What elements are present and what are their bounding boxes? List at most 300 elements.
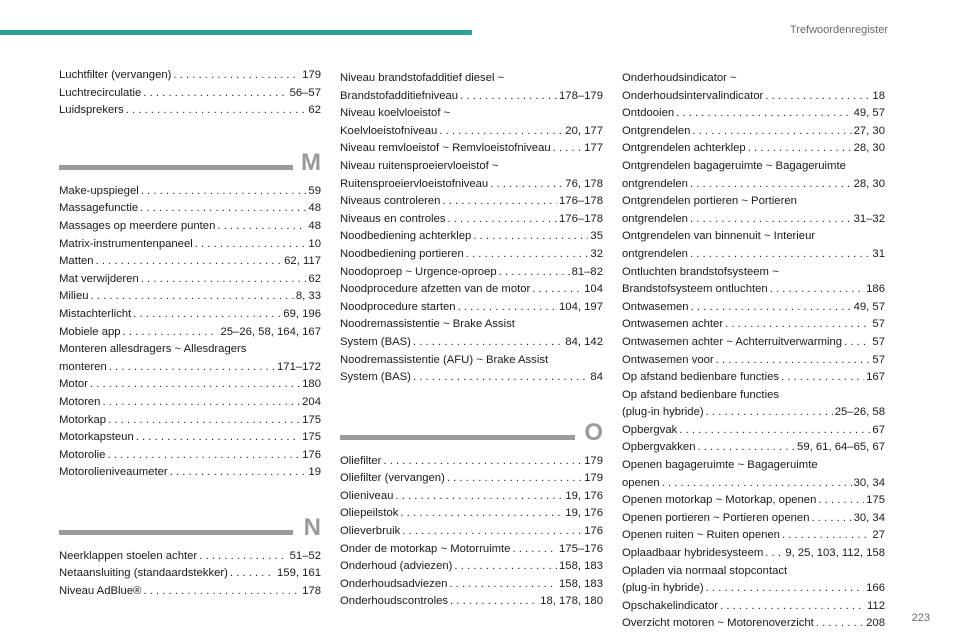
index-entry	[622, 352, 885, 370]
index-entry	[622, 615, 885, 633]
index-pages: 204	[302, 395, 321, 408]
index-term: Niveaus controleren	[340, 195, 441, 208]
dot-leader	[141, 271, 307, 289]
dot-leader	[109, 359, 275, 377]
index-entry-line1: Niveau koelvloeistof ~	[340, 107, 451, 120]
index-term: ontgrendelen	[622, 212, 688, 225]
letter-label: O	[584, 418, 603, 446]
dot-leader	[133, 306, 281, 324]
index-entry	[59, 288, 321, 306]
dot-leader	[466, 246, 589, 264]
index-entry	[622, 88, 885, 106]
dot-leader	[676, 105, 851, 123]
index-entry	[59, 102, 321, 120]
index-entry-line1: Ontgrendelen portieren ~ Portieren	[622, 195, 797, 208]
index-pages: 104, 197	[559, 300, 603, 313]
index-entry	[340, 470, 603, 488]
index-pages: 62, 117	[284, 255, 321, 268]
index-pages: 62	[308, 104, 321, 117]
index-term: Brandstofsysteem ontluchten	[622, 283, 768, 296]
index-term: Opbergvakken	[622, 441, 696, 454]
index-pages: 19, 176	[565, 489, 603, 502]
dot-leader	[706, 580, 865, 598]
index-entry	[59, 67, 321, 85]
index-pages: 81–82	[571, 265, 603, 278]
dot-leader	[690, 246, 870, 264]
index-entry	[59, 324, 321, 342]
index-term: Onderhoudsadviezen	[340, 577, 448, 590]
index-entry	[622, 316, 885, 334]
letter-label: N	[303, 513, 321, 541]
index-term: System (BAS)	[340, 335, 411, 348]
dot-leader	[439, 123, 563, 141]
index-term: Niveaus en controles	[340, 212, 446, 225]
dot-leader	[448, 211, 558, 229]
dot-leader	[454, 558, 557, 576]
index-pages: 32	[590, 247, 603, 260]
index-term: openen	[622, 476, 660, 489]
dot-leader	[108, 412, 300, 430]
index-pages: 158, 183	[559, 577, 603, 590]
index-pages: 28, 30	[853, 177, 885, 190]
index-term: Ontdooien	[622, 107, 675, 120]
index-term: Neerklappen stoelen achter	[59, 549, 198, 562]
index-pages: 177	[584, 142, 603, 155]
index-entry	[59, 236, 321, 254]
index-pages: 179	[584, 454, 603, 467]
index-pages: 56–57	[289, 86, 321, 99]
dot-leader	[400, 505, 563, 523]
index-entry-line1: Openen bagageruimte ~ Bagageruimte	[622, 459, 818, 472]
index-entry-line1: Niveau ruitensproeiervloeistof ~	[340, 159, 499, 172]
dot-leader	[199, 548, 287, 566]
index-pages: 175	[302, 413, 321, 426]
index-column-2	[340, 70, 603, 611]
index-term: Koelvloeistofniveau	[340, 124, 438, 137]
index-entry	[59, 218, 321, 236]
index-term: Noodbediening achterklep	[340, 230, 472, 243]
index-entry	[340, 228, 603, 246]
dot-leader	[553, 140, 582, 158]
index-entry-line1: Ontluchten brandstofsysteem ~	[622, 265, 779, 278]
index-term: Ontwasemen achter	[622, 318, 724, 331]
index-term: Noodbediening portieren	[340, 247, 464, 260]
index-term: Ontgrendelen achterklep	[622, 142, 746, 155]
index-entry	[340, 453, 603, 471]
index-term: Brandstofadditiefniveau	[340, 89, 459, 102]
letter-rule	[340, 435, 575, 440]
index-entry	[340, 541, 603, 559]
index-term: Motorolie	[59, 448, 106, 461]
dot-leader	[126, 102, 307, 120]
index-term: Onder de motorkap ~ Motorruimte	[340, 542, 511, 555]
index-pages: 175–176	[559, 542, 603, 555]
dot-leader	[692, 123, 851, 141]
index-entry	[622, 439, 885, 457]
dot-leader	[143, 583, 300, 601]
index-term: monteren	[59, 360, 107, 373]
index-pages: 57	[872, 335, 885, 348]
index-term: ontgrendelen	[622, 177, 688, 190]
index-entry	[340, 211, 603, 229]
index-pages: 171–172	[277, 360, 321, 373]
index-entry	[59, 85, 321, 103]
dot-leader	[748, 140, 852, 158]
index-pages: 158, 183	[559, 560, 603, 573]
index-term: Opschakelindicator	[622, 599, 719, 612]
dot-leader	[460, 88, 557, 106]
dot-leader	[449, 576, 557, 594]
index-entry	[622, 475, 885, 493]
dot-leader	[818, 492, 864, 510]
dot-leader	[102, 394, 300, 412]
index-term: Netaansluiting (standaardstekker)	[59, 567, 228, 580]
dot-leader	[450, 593, 538, 611]
index-pages: 69, 196	[283, 307, 321, 320]
index-entry	[340, 369, 603, 387]
dot-leader	[532, 281, 582, 299]
index-pages: 176–178	[559, 195, 603, 208]
index-entry	[340, 281, 603, 299]
index-pages: 104	[584, 283, 603, 296]
dot-leader	[490, 176, 563, 194]
index-term: Oliefilter (vervangen)	[340, 472, 445, 485]
index-term: Noodprocedure afzetten van de motor	[340, 283, 531, 296]
index-entry	[340, 193, 603, 211]
index-entry	[340, 558, 603, 576]
index-entry	[622, 281, 885, 299]
index-entry-line1: Noodremassistentie (AFU) ~ Brake Assist	[340, 353, 549, 366]
index-entry	[340, 176, 603, 194]
index-entry	[622, 123, 885, 141]
index-entry	[340, 523, 603, 541]
index-pages: 57	[872, 318, 885, 331]
dot-leader	[91, 288, 294, 306]
index-entry	[622, 140, 885, 158]
letter-label: M	[301, 148, 321, 176]
index-entry	[340, 576, 603, 594]
index-pages: 159, 161	[277, 567, 321, 580]
dot-leader	[499, 264, 570, 282]
index-entry	[59, 359, 321, 377]
index-term: Motor	[59, 378, 88, 391]
index-pages: 27	[872, 529, 885, 542]
dot-leader	[90, 376, 300, 394]
page-number: 223	[911, 612, 930, 624]
index-entry	[340, 334, 603, 352]
dot-leader	[811, 510, 851, 528]
index-term: Oplaadbaar hybridesysteem	[622, 547, 764, 560]
index-pages: 18, 178, 180	[540, 595, 603, 608]
index-term: Oliefilter	[340, 454, 382, 467]
index-entry	[622, 211, 885, 229]
index-pages: 30, 34	[853, 476, 885, 489]
letter-heading-o	[340, 417, 603, 449]
dot-leader	[230, 565, 275, 583]
dot-leader	[217, 218, 306, 236]
index-term: Niveau AdBlue®	[59, 585, 142, 598]
index-term: Openen ruiten ~ Ruiten openen	[622, 529, 780, 542]
index-entry	[340, 246, 603, 264]
index-entry	[622, 527, 885, 545]
index-pages: 57	[872, 353, 885, 366]
index-term: Olieniveau	[340, 489, 394, 502]
index-entry	[622, 545, 885, 563]
index-pages: 67	[872, 423, 885, 436]
index-entry	[59, 394, 321, 412]
dot-leader	[136, 429, 300, 447]
index-pages: 48	[308, 219, 321, 232]
index-entry	[622, 404, 885, 422]
dot-leader	[402, 523, 582, 541]
index-term: Massagefunctie	[59, 202, 139, 215]
index-term: Onderhoud (adviezen)	[340, 560, 453, 573]
index-term: (plug-in hybride)	[622, 406, 704, 419]
index-entry-line1: Onderhoudsindicator ~	[622, 72, 737, 84]
index-term: Opbergvak	[622, 423, 678, 436]
index-entry	[622, 598, 885, 616]
letter-rule	[59, 165, 293, 170]
index-entry	[340, 264, 603, 282]
index-pages: 178	[302, 585, 321, 598]
dot-leader	[141, 183, 307, 201]
index-column-1	[59, 67, 321, 601]
index-pages: 76, 178	[565, 177, 603, 190]
index-entry	[340, 123, 603, 141]
index-pages: 62	[308, 272, 321, 285]
dot-leader	[781, 369, 864, 387]
dot-leader	[690, 176, 852, 194]
index-entry	[340, 88, 603, 106]
index-pages: 175	[866, 494, 885, 507]
index-pages: 84, 142	[565, 335, 603, 348]
index-pages: 49, 57	[853, 300, 885, 313]
dot-leader	[442, 193, 557, 211]
index-entry	[59, 429, 321, 447]
index-entry	[622, 176, 885, 194]
dot-leader	[383, 453, 582, 471]
dot-leader	[679, 422, 870, 440]
index-entry	[622, 105, 885, 123]
index-entry-line1: Niveau brandstofadditief diesel ~	[340, 72, 505, 84]
index-pages: 25–26, 58, 164, 167	[220, 325, 321, 338]
index-pages: 186	[866, 283, 885, 296]
index-entry	[622, 299, 885, 317]
index-term: Ontgrendelen	[622, 124, 691, 137]
index-pages: 18	[872, 89, 885, 102]
index-entry	[622, 246, 885, 264]
index-pages: 27, 30	[853, 124, 885, 137]
index-term: Openen portieren ~ Portieren openen	[622, 511, 810, 524]
dot-leader	[447, 470, 582, 488]
index-pages: 176	[302, 448, 321, 461]
index-term: Ontwasemen voor	[622, 353, 714, 366]
index-term: Motorolieniveaumeter	[59, 466, 168, 479]
index-entry	[622, 492, 885, 510]
index-entry	[59, 464, 321, 482]
index-entry	[340, 505, 603, 523]
index-column-3	[622, 70, 885, 633]
index-pages: 176	[584, 525, 603, 538]
index-term: Luchtfilter (vervangen)	[59, 69, 172, 81]
dot-leader	[395, 488, 563, 506]
index-pages: 28, 30	[853, 142, 885, 155]
index-entry	[622, 580, 885, 598]
index-term: Op afstand bedienbare functies	[622, 371, 780, 384]
dot-leader	[107, 447, 300, 465]
dot-leader	[140, 200, 306, 218]
dot-leader	[782, 527, 870, 545]
dot-leader	[413, 334, 563, 352]
index-entry-line1: Ontgrendelen bagageruimte ~ Bagageruimte	[622, 159, 846, 172]
index-entry-line1: Ontgrendelen van binnenuit ~ Interieur	[622, 230, 816, 243]
index-pages: 19, 176	[565, 507, 603, 520]
index-term: Mistachterlicht	[59, 307, 132, 320]
index-term: Motorkapsteun	[59, 431, 134, 444]
index-entry	[59, 306, 321, 324]
index-term: System (BAS)	[340, 371, 411, 384]
dot-leader	[720, 598, 865, 616]
index-entry	[340, 593, 603, 611]
index-term: ontgrendelen	[622, 247, 688, 260]
index-entry-line1: Opladen via normaal stopcontact	[622, 564, 788, 577]
index-pages: 175	[302, 431, 321, 444]
index-term: Onderhoudscontroles	[340, 595, 449, 608]
index-pages: 112	[866, 599, 885, 612]
index-pages: 25–26, 58	[834, 406, 885, 419]
dot-leader	[662, 475, 852, 493]
index-term: Olieverbruik	[340, 525, 401, 538]
index-term: Mobiele app	[59, 325, 121, 338]
dot-leader	[765, 88, 870, 106]
index-pages: 178–179	[559, 89, 603, 102]
index-pages: 35	[590, 230, 603, 243]
dot-leader	[706, 404, 833, 422]
index-entry	[340, 488, 603, 506]
dot-leader	[765, 545, 783, 563]
index-pages: 176–178	[559, 212, 603, 225]
index-term: Matten	[59, 255, 94, 268]
index-entry	[622, 369, 885, 387]
index-entry-line1: Noodremassistentie ~ Brake Assist	[340, 318, 515, 331]
index-term: Noodprocedure starten	[340, 300, 456, 313]
dot-leader	[725, 316, 870, 334]
index-pages: 8, 33	[295, 290, 321, 303]
index-pages: 19	[308, 466, 321, 479]
letter-heading-m	[59, 147, 321, 179]
index-pages: 31	[872, 247, 885, 260]
header-accent-bar	[0, 30, 472, 35]
index-pages: 167	[866, 371, 885, 384]
index-term: Mat verwijderen	[59, 272, 139, 285]
dot-leader	[473, 228, 588, 246]
index-pages: 180	[302, 378, 321, 391]
index-entry	[340, 140, 603, 158]
index-entry	[59, 200, 321, 218]
index-entry	[59, 548, 321, 566]
index-term: Matrix-instrumentenpaneel	[59, 237, 193, 250]
dot-leader	[143, 85, 287, 103]
index-entry	[622, 334, 885, 352]
index-term: Motoren	[59, 395, 101, 408]
index-pages: 30, 34	[853, 511, 885, 524]
section-title: Trefwoordenregister	[789, 24, 888, 36]
index-term: Oliepeilstok	[340, 507, 399, 520]
dot-leader	[123, 324, 219, 342]
index-term: Make-upspiegel	[59, 184, 139, 197]
index-pages: 10	[308, 237, 321, 250]
dot-leader	[691, 299, 852, 317]
dot-leader	[458, 299, 557, 317]
index-term: Onderhoudsintervalindicator	[622, 89, 764, 102]
index-pages: 20, 177	[565, 124, 603, 137]
index-entry	[59, 412, 321, 430]
index-term: Niveau remvloeistof ~ Remvloeistofniveau	[340, 142, 551, 155]
dot-leader	[816, 615, 864, 633]
index-term: Overzicht motoren ~ Motorenoverzicht	[622, 617, 814, 630]
letter-heading-n	[59, 512, 321, 544]
index-entry	[340, 299, 603, 317]
dot-leader	[170, 464, 307, 482]
letter-rule	[59, 530, 293, 535]
index-term: Milieu	[59, 290, 89, 303]
dot-leader	[697, 439, 795, 457]
index-term: Luidsprekers	[59, 104, 124, 117]
index-pages: 59	[308, 184, 321, 197]
dot-leader	[195, 236, 307, 254]
index-entry	[622, 422, 885, 440]
index-term: Massages op meerdere punten	[59, 219, 216, 232]
dot-leader	[512, 541, 557, 559]
dot-leader	[96, 253, 283, 271]
dot-leader	[173, 67, 300, 85]
index-entry	[59, 253, 321, 271]
dot-leader	[844, 334, 870, 352]
index-pages: 208	[866, 617, 885, 630]
index-pages: 166	[866, 582, 885, 595]
index-pages: 59, 61, 64–65, 67	[797, 441, 885, 454]
index-entry	[622, 510, 885, 528]
index-term: Openen motorkap ~ Motorkap, openen	[622, 494, 817, 507]
index-entry	[59, 565, 321, 583]
index-entry-line1: Monteren allesdragers ~ Allesdragers	[59, 343, 247, 356]
index-pages: 179	[584, 472, 603, 485]
index-pages: 31–32	[853, 212, 885, 225]
index-pages: 51–52	[289, 549, 321, 562]
index-entry	[59, 183, 321, 201]
index-pages: 49, 57	[853, 107, 885, 120]
index-entry-line1: Op afstand bedienbare functies	[622, 388, 780, 401]
index-term: Motorkap	[59, 413, 107, 426]
index-pages: 179	[302, 69, 321, 81]
index-term: Ontwasemen	[622, 300, 689, 313]
index-entry	[59, 376, 321, 394]
index-entry	[59, 447, 321, 465]
index-pages: 48	[308, 202, 321, 215]
dot-leader	[690, 211, 852, 229]
index-term: (plug-in hybride)	[622, 582, 704, 595]
index-term: Luchtrecirculatie	[59, 86, 142, 99]
dot-leader	[770, 281, 864, 299]
index-pages: 9, 25, 103, 112, 158	[785, 547, 885, 560]
dot-leader	[716, 352, 871, 370]
dot-leader	[413, 369, 588, 387]
index-term: Noodoproep ~ Urgence-oproep	[340, 265, 497, 278]
index-entry	[59, 271, 321, 289]
index-entry	[59, 583, 321, 601]
index-pages: 84	[590, 371, 603, 384]
index-term: Ruitensproeiervloeistofniveau	[340, 177, 489, 190]
